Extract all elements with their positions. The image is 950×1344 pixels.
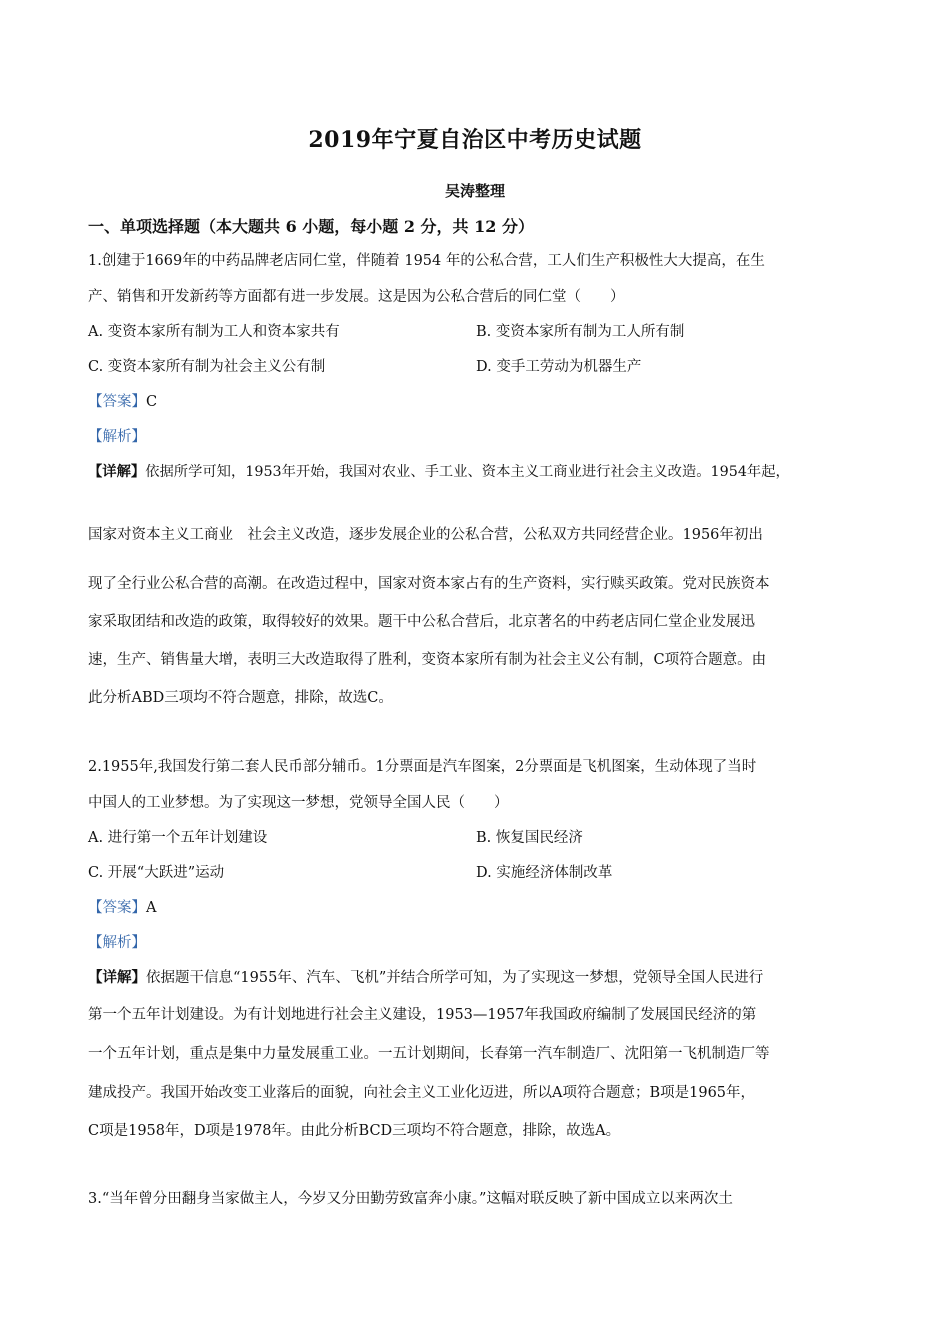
- q2-option-a: A. 进行第一个五年计划建设: [88, 830, 268, 846]
- q1-detail-line: 此分析ABD三项均不符合题意，排除，故选C。: [88, 690, 393, 706]
- q2-answer: [88, 898, 156, 918]
- q2-detail-line: [88, 968, 763, 988]
- q2-stem-line: 中国人的工业梦想。为了实现这一梦想，党领导全国人民（ ）: [88, 795, 509, 811]
- q1-option-d: D. 变手工劳动为机器生产: [476, 359, 642, 375]
- q2-detail-line: 第一个五年计划建设。为有计划地进行社会主义建设，1953—1957年我国政府编制了发展国民经济的第: [88, 1007, 757, 1023]
- q2-detail-line: 建成投产。我国开始改变工业落后的面貌，向社会主义工业化迈进，所以A项符合题意；B项是1965年，: [88, 1085, 756, 1101]
- q2-option-b: B. 恢复国民经济: [476, 830, 583, 846]
- page-title: 2019年宁夏自治区中考历史试题: [308, 127, 642, 153]
- q1-detail-line: 现了全行业公私合营的高潮。在改造过程中，国家对资本家占有的生产资料，实行赎买政策。党对民族资本: [88, 576, 770, 592]
- q1-detail-line: 国家对资本主义工商业 社会主义改造，逐步发展企业的公私合营，公私双方共同经营企业。1956年初出: [88, 527, 763, 543]
- q1-option-b: B. 变资本家所有制为工人所有制: [476, 324, 685, 340]
- q2-analysis-tag: 【解析】: [88, 935, 146, 951]
- q1-analysis-tag: 【解析】: [88, 429, 146, 445]
- q2-option-d: D. 实施经济体制改革: [476, 865, 613, 881]
- answer-value: C: [146, 394, 158, 410]
- q2-detail-line: 一个五年计划，重点是集中力量发展重工业。一五计划期间，长春第一汽车制造厂、沈阳第一飞机制造厂等: [88, 1046, 770, 1062]
- q1-detail-line: [88, 462, 790, 482]
- q1-detail-line: 速，生产、销售量大增，表明三大改造取得了胜利，变资本家所有制为社会主义公有制，C项符合题意。由: [88, 652, 767, 668]
- q1-option-a: A. 变资本家所有制为工人和资本家共有: [88, 324, 340, 340]
- answer-value: A: [146, 900, 157, 916]
- q1-answer: [88, 392, 157, 412]
- q2-stem-line: 2.1955年,我国发行第二套人民币部分辅币。1分票面是汽车图案，2分票面是飞机图案，生动体现了当时: [88, 759, 757, 775]
- detail-tag: 【详解】: [88, 464, 146, 480]
- q1-stem-line: 1.创建于1669年的中药品牌老店同仁堂，伴随着 1954 年的公私合营，工人们生产积极性大大提高，在生: [88, 253, 765, 269]
- q1-detail-line: 家采取团结和改造的政策，取得较好的效果。题干中公私合营后，北京著名的中药老店同仁堂企业发展迅: [88, 614, 755, 630]
- section-heading: 一、单项选择题（本大题共 6 小题，每小题 2 分，共 12 分）: [88, 217, 534, 236]
- detail-tag: 【详解】: [88, 969, 146, 986]
- q3-stem-line: 3.“当年曾分田翻身当家做主人，今岁又分田勤劳致富奔小康。”这幅对联反映了新中国成立以来两次土: [88, 1191, 733, 1207]
- answer-tag: 【答案】: [88, 900, 146, 916]
- q1-stem-line: 产、销售和开发新药等方面都有进一步发展。这是因为公私合营后的同仁堂（ ）: [88, 289, 625, 305]
- q2-detail-line: C项是1958年，D项是1978年。由此分析BCD三项均不符合题意，排除，故选A。: [88, 1123, 621, 1139]
- detail-text: 依据所学可知，1953年开始，我国对农业、手工业、资本主义工商业进行社会主义改造。1954年起，: [145, 464, 790, 480]
- q2-option-c: C. 开展“大跃进”运动: [88, 865, 225, 881]
- answer-tag: 【答案】: [88, 394, 146, 410]
- page-subtitle: 吴涛整理: [444, 182, 505, 200]
- q1-option-c: C. 变资本家所有制为社会主义公有制: [88, 359, 326, 375]
- detail-text: 依据题干信息“1955年、汽车、飞机”并结合所学可知，为了实现这一梦想，党领导全国人民进行: [146, 970, 764, 986]
